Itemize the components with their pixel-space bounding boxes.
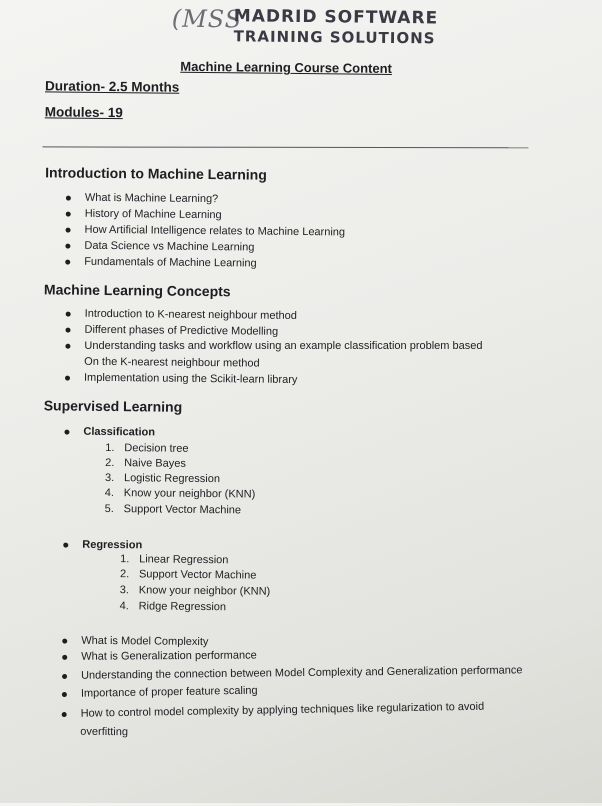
numbered-item: 1. Linear Regression xyxy=(120,553,229,567)
logo-mark: (MSS xyxy=(171,4,243,34)
numbered-item: 1. Decision tree xyxy=(105,441,189,455)
numbered-item: 4. Know your neighbor (KNN) xyxy=(104,486,256,501)
section-heading: Supervised Learning xyxy=(43,397,183,415)
list-item-continuation: overfitting xyxy=(80,725,129,739)
list-item-continuation: On the K-nearest neighbour method xyxy=(84,355,260,370)
section-heading: Introduction to Machine Learning xyxy=(45,164,267,183)
numbered-item: 2. Naive Bayes xyxy=(105,456,186,470)
list-item: What is Generalization performance xyxy=(81,649,257,663)
list-item: How to control model complexity by applying techniques like regularization to avoid xyxy=(80,700,485,720)
list-item: Introduction to K-nearest neighbour method xyxy=(84,307,297,322)
list-item: What is Machine Learning? xyxy=(84,191,219,206)
document-title: Machine Learning Course Content xyxy=(180,58,393,76)
list-item: What is Model Complexity xyxy=(81,634,209,649)
modules-count: Modules- 19 xyxy=(44,104,123,121)
list-item: Fundamentals of Machine Learning xyxy=(84,255,257,270)
classification-label: Classification xyxy=(83,425,156,439)
numbered-item: 3. Logistic Regression xyxy=(104,471,221,486)
list-item: History of Machine Learning xyxy=(84,207,222,222)
duration: Duration- 2.5 Months xyxy=(45,78,180,95)
divider xyxy=(42,146,528,148)
list-item: Implementation using the Scikit-learn library xyxy=(83,371,298,386)
list-item: Importance of proper feature scaling xyxy=(80,684,258,700)
numbered-item: 3. Know your neighbor (KNN) xyxy=(119,584,271,598)
list-item: Data Science vs Machine Learning xyxy=(84,239,255,254)
list-item: Understanding the connection between Model Complexity and Generalization performance xyxy=(80,664,523,682)
list-item: Different phases of Predictive Modelling xyxy=(84,323,279,338)
logo-line-2: TRAINING SOLUTIONS xyxy=(233,27,436,48)
list-item: How Artificial Intelligence relates to Machine Learning xyxy=(84,223,346,239)
list-item: Understanding tasks and workflow using an example classification problem based xyxy=(84,339,483,352)
company-logo xyxy=(171,3,439,52)
numbered-item: 2. Support Vector Machine xyxy=(119,568,257,582)
numbered-item: 4. Ridge Regression xyxy=(119,600,227,614)
numbered-item: 5. Support Vector Machine xyxy=(104,502,242,517)
regression-label: Regression xyxy=(82,538,143,552)
logo-line-1: MADRID SOFTWARE xyxy=(233,6,439,29)
section-heading: Machine Learning Concepts xyxy=(43,281,231,300)
